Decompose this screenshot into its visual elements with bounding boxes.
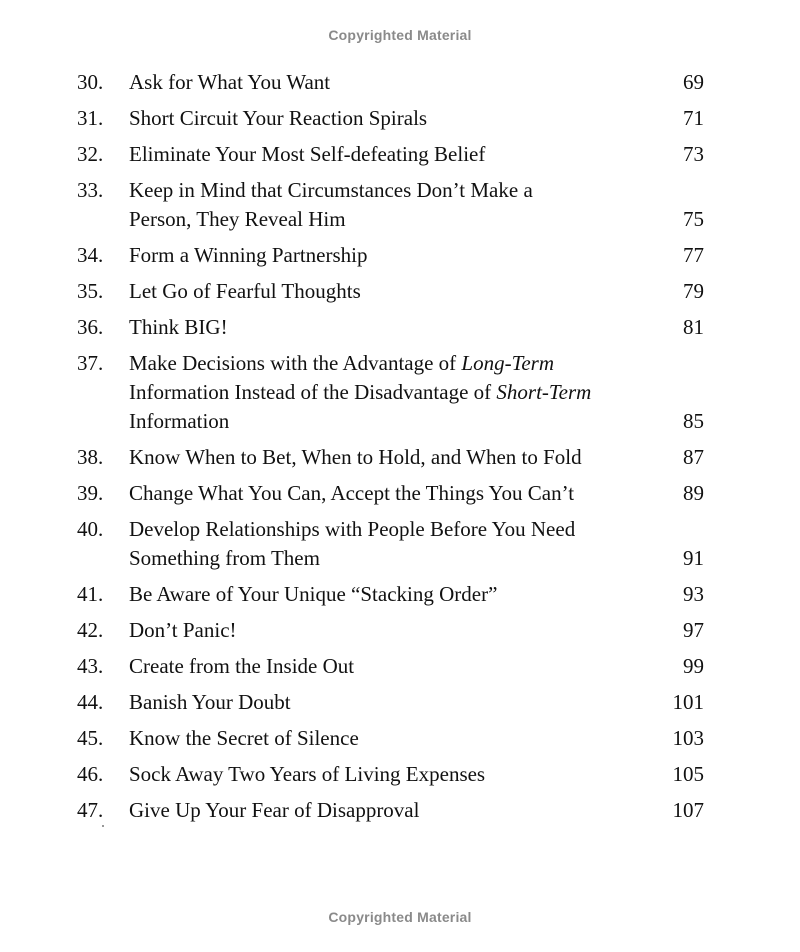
toc-entry-title-line: Give Up Your Fear of Disapproval [129,798,420,822]
toc-entry-title-line: Banish Your Doubt [129,690,291,714]
toc-entry-title-line: Change What You Can, Accept the Things You Can’t [129,481,575,505]
toc-entry-page-number: 93 [683,582,704,606]
toc-entry-number: 39. [77,481,104,505]
toc-entry-title [129,515,649,573]
copyright-watermark-top: Copyrighted Material [328,27,472,43]
toc-entry-number: 47. [77,798,104,822]
toc-entry-title [129,349,649,436]
toc-entry-page-number: 103 [672,726,704,750]
toc-entry-title [129,796,649,825]
toc-entry-title [129,277,649,306]
toc-entry-number: 35. [77,279,104,303]
toc-entry-page-number: 107 [672,798,704,822]
toc-entry-title [129,580,649,609]
toc-entry-title [129,241,649,270]
toc-entry-title [129,140,649,169]
toc-entry-title-line: Let Go of Fearful Thoughts [129,279,361,303]
toc-entry-title [129,724,649,753]
toc-entry-page-number: 79 [683,279,704,303]
toc-entry-number: 42. [77,618,104,642]
toc-entry-number: 41. [77,582,104,606]
toc-entry-number: 38. [77,445,104,469]
toc-entry-number: 44. [77,690,104,714]
toc-entry-title [129,760,649,789]
toc-entry-title-line: Don’t Panic! [129,618,237,642]
toc-entry-page-number: 89 [683,481,704,505]
toc-entry-title [129,176,649,234]
stray-mark [102,825,104,827]
toc-entry-number: 40. [77,517,104,541]
toc-entry-title-line: Keep in Mind that Circumstances Don’t Make a [129,178,533,202]
toc-entry-title-line: Form a Winning Partnership [129,243,368,267]
toc-entry-title-line: Short Circuit Your Reaction Spirals [129,106,428,130]
toc-entry-title-line: Information [129,409,230,433]
toc-entry-title-line: Ask for What You Want [129,70,331,94]
toc-entry-title-line: Be Aware of Your Unique “Stacking Order” [129,582,498,606]
toc-entry-title [129,443,649,472]
toc-entry-title-line: Sock Away Two Years of Living Expenses [129,762,486,786]
toc-entry-number: 45. [77,726,104,750]
toc-entry-number: 46. [77,762,104,786]
toc-entry-title-line: Eliminate Your Most Self-defeating Belief [129,142,486,166]
toc-entry-page-number: 105 [672,762,704,786]
toc-entry-page-number: 91 [683,546,704,570]
toc-entry-number: 32. [77,142,104,166]
toc-entry-number: 33. [77,178,104,202]
toc-entry-page-number: 71 [683,106,704,130]
toc-entry-page-number: 75 [683,207,704,231]
toc-entry-title [129,616,649,645]
toc-entry-title [129,479,649,508]
toc-entry-page-number: 81 [683,315,704,339]
toc-entry-page-number: 85 [683,409,704,433]
toc-entry-title-line: Person, They Reveal Him [129,207,346,231]
toc-entry-page-number: 69 [683,70,704,94]
toc-entry-title [129,104,649,133]
toc-entry-title [129,688,649,717]
toc-entry-title [129,652,649,681]
toc-entry-page-number: 99 [683,654,704,678]
toc-entry-number: 43. [77,654,104,678]
toc-entry-title [129,313,649,342]
toc-entry-number: 31. [77,106,104,130]
toc-entry-title-line: Create from the Inside Out [129,654,355,678]
toc-entry-page-number: 97 [683,618,704,642]
toc-entry-page-number: 73 [683,142,704,166]
toc-entry-title-line: Develop Relationships with People Before You Need [129,517,576,541]
toc-entry-title-line: Know When to Bet, When to Hold, and When to Fold [129,445,582,469]
toc-entry-title [129,68,649,97]
toc-entry-page-number: 87 [683,445,704,469]
toc-entry-number: 36. [77,315,104,339]
toc-entry-title-line: Something from Them [129,546,320,570]
toc-entry-number: 34. [77,243,104,267]
toc-entry-number: 30. [77,70,104,94]
toc-entry-page-number: 101 [672,690,704,714]
toc-entry-title-line: Information Instead of the Disadvantage of Short-Term [129,380,592,404]
toc-entry-title-line: Think BIG! [129,315,228,339]
copyright-watermark-bottom: Copyrighted Material [328,909,472,925]
toc-entry-title-line: Make Decisions with the Advantage of Long-Term [129,351,555,375]
toc-entry-page-number: 77 [683,243,704,267]
toc-entry-number: 37. [77,351,104,375]
toc-entry-title-line: Know the Secret of Silence [129,726,359,750]
